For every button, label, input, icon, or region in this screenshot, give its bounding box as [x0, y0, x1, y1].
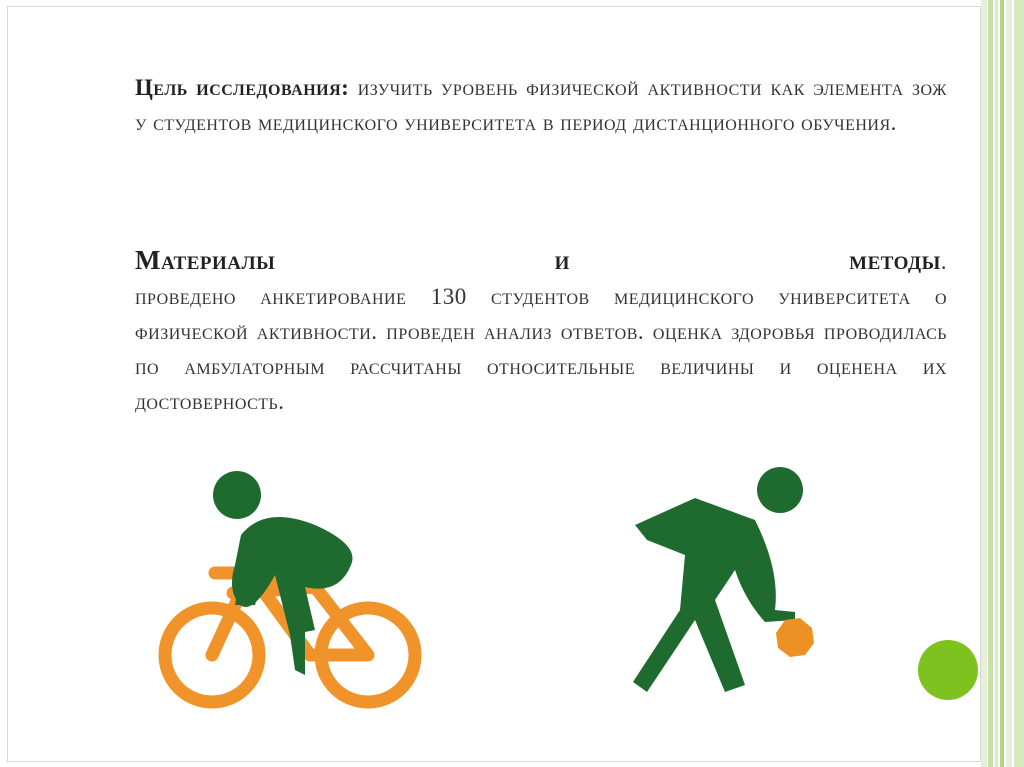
- ball-player-icon: [625, 460, 825, 700]
- goal-paragraph: [135, 70, 947, 140]
- goal-heading: Цель исследования:: [135, 75, 350, 100]
- methods-heading-end: .: [940, 249, 947, 274]
- methods-text: проведено анкетирование 130 студентов медицинского университета о физической активности. проведен анализ ответов. оценка здоровья проводилась по амбулаторным рассчитаны относительные величины и оценена их достоверность.: [135, 284, 947, 414]
- decor-stripe: [1014, 0, 1024, 767]
- decor-stripe: [1006, 0, 1012, 767]
- decor-stripe: [1000, 0, 1004, 767]
- methods-heading: Материалы и методы: [135, 245, 941, 275]
- decor-stripe: [981, 0, 987, 767]
- methods-paragraph: [135, 243, 947, 419]
- goal-text: изучить уровень физической активности как элемента зож у студентов медицинского университета в период дистанционного обучения.: [135, 75, 947, 135]
- decor-stripe: [988, 0, 993, 767]
- cyclist-icon: [155, 465, 425, 725]
- green-dot: [918, 640, 978, 700]
- decor-stripe: [995, 0, 998, 767]
